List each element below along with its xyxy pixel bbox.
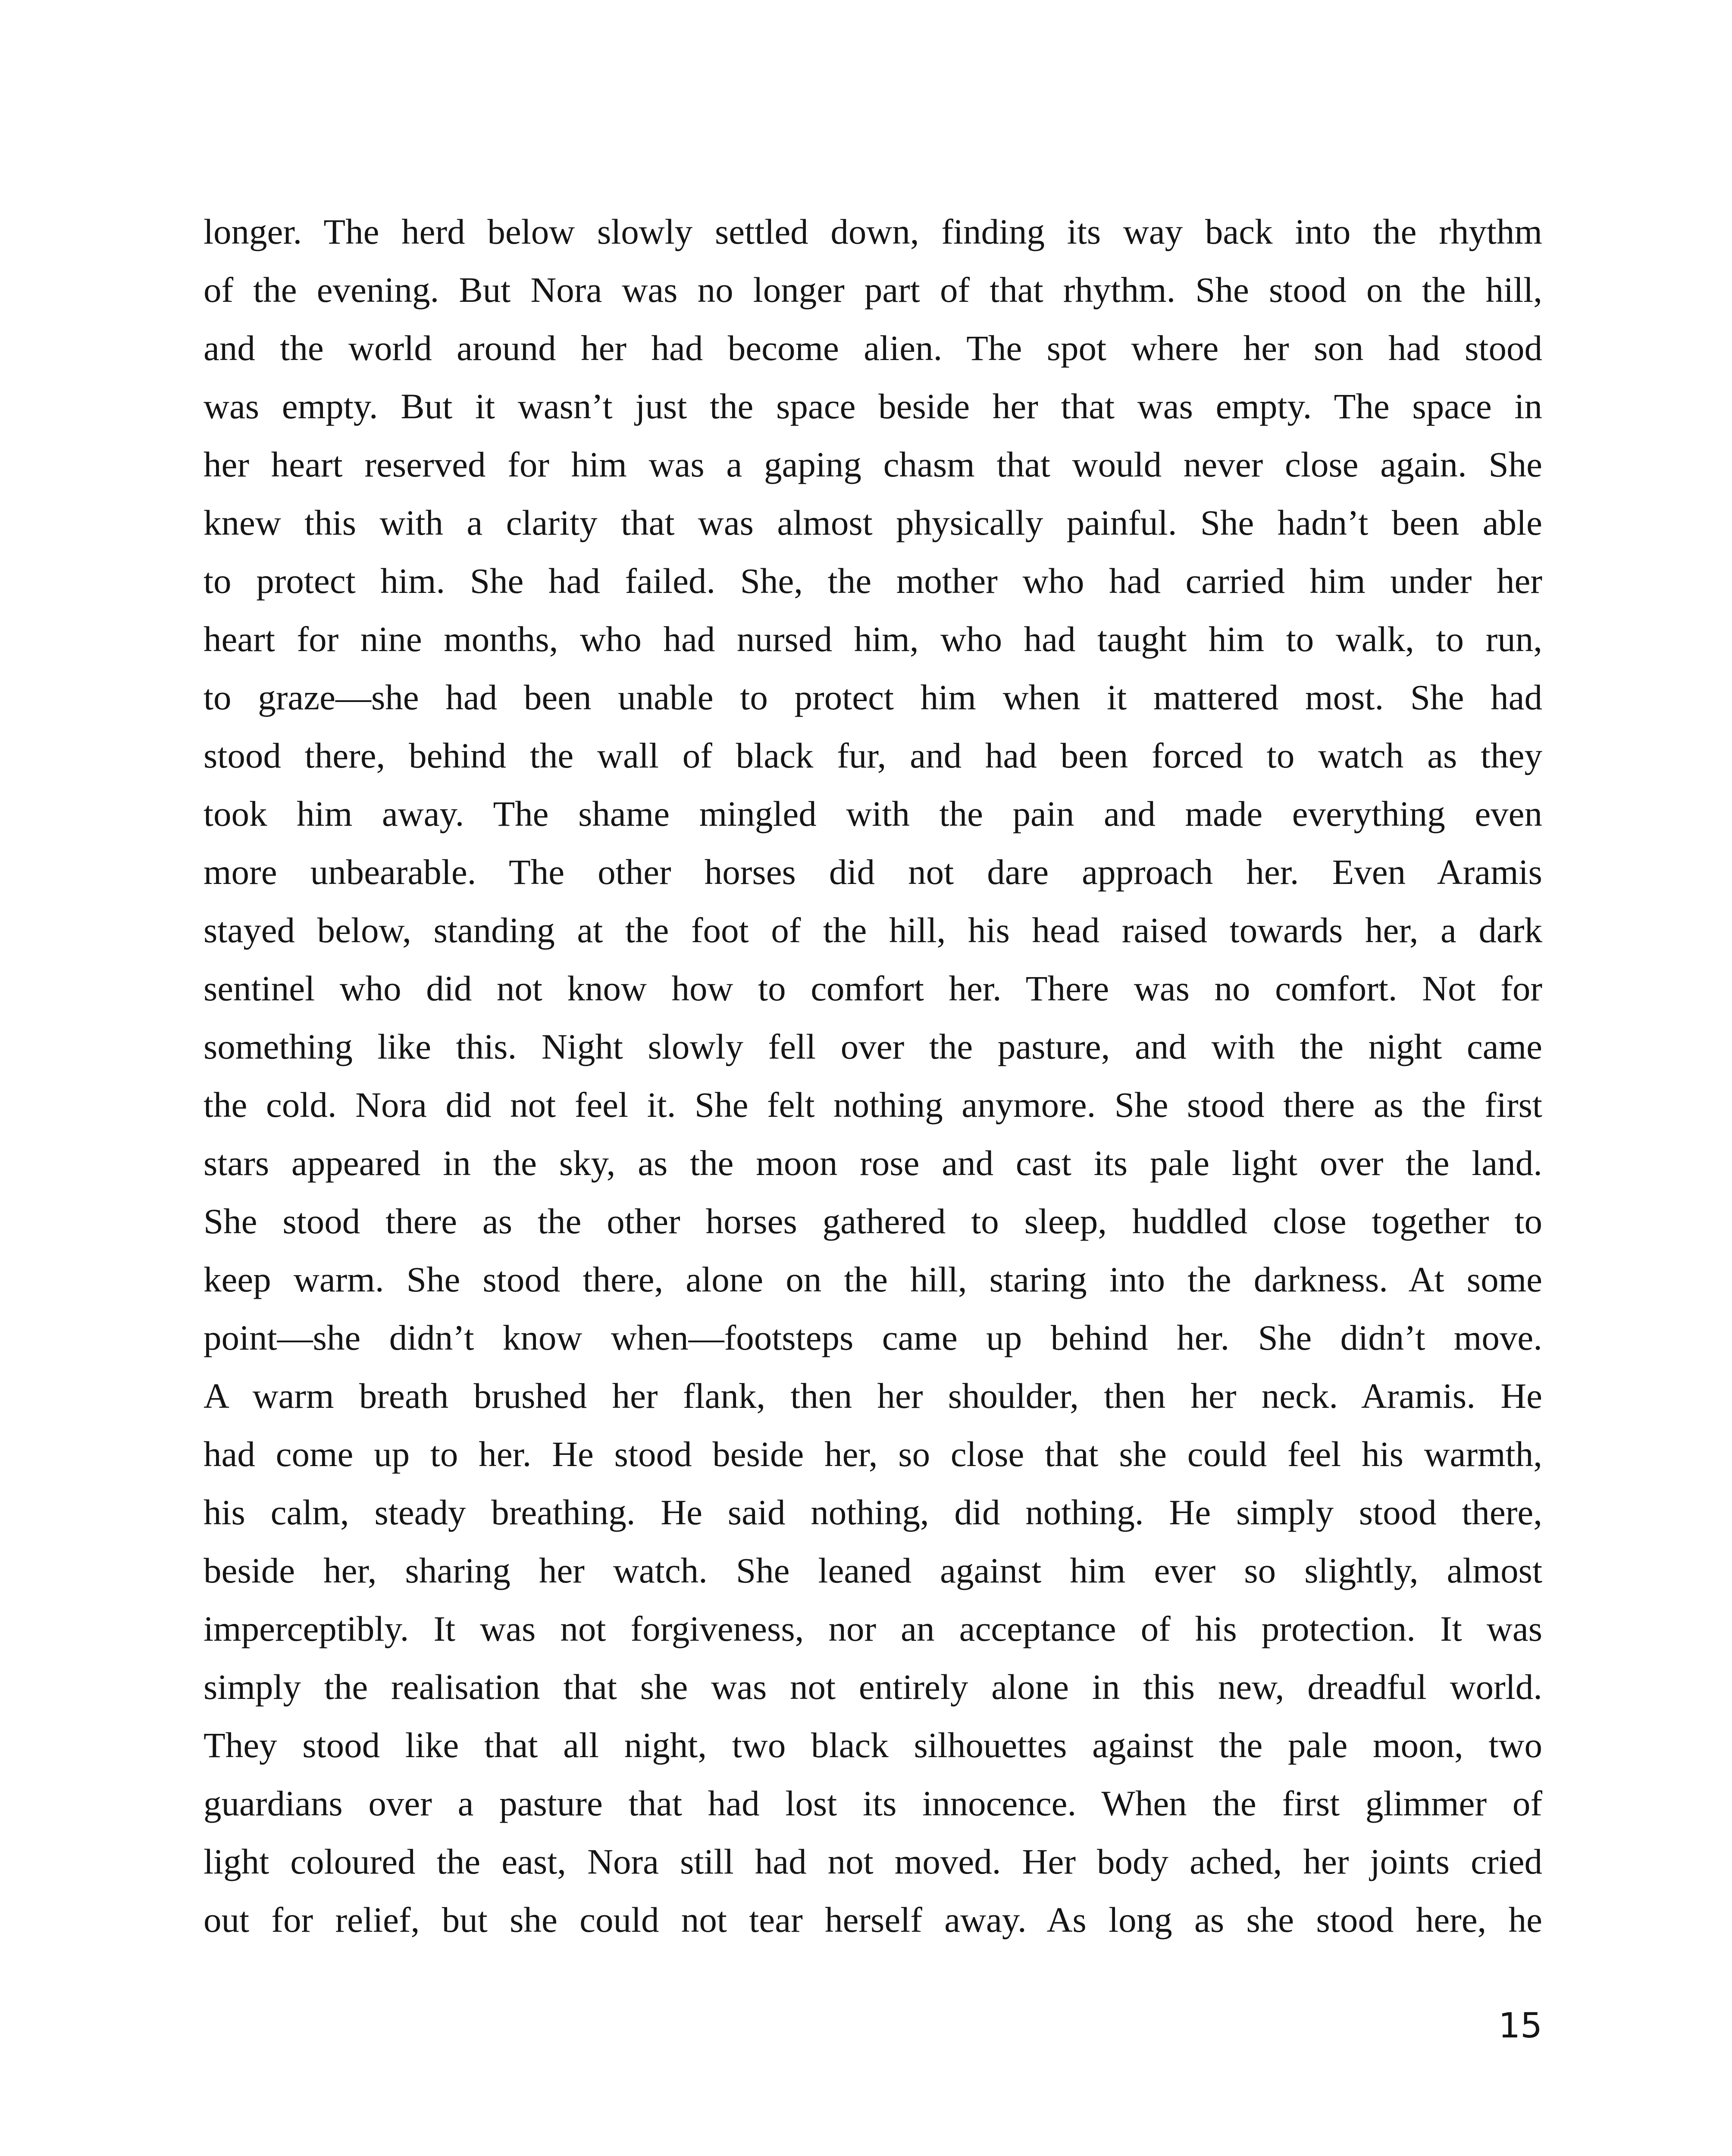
text-line-24: beside her, sharing her watch. She leaned against him ever so slightly, almost xyxy=(204,1551,1542,1590)
text-line-16: the cold. Nora did not feel it. She felt nothing anymore. She stood there as the first xyxy=(204,1085,1542,1125)
text-line-2: of the evening. But Nora was no longer part of that rhythm. She stood on the hill, xyxy=(204,270,1542,310)
text-line-4: was empty. But it wasn’t just the space beside her that was empty. The space in xyxy=(204,386,1542,426)
text-line-9: to graze—she had been unable to protect him when it mattered most. She had xyxy=(204,677,1542,717)
text-line-29: light coloured the east, Nora still had not moved. Her body ached, her joints cried xyxy=(204,1842,1542,1881)
text-line-11: took him away. The shame mingled with the pain and made everything even xyxy=(204,794,1542,834)
page-number: 15 xyxy=(1498,2006,1542,2046)
text-line-21: A warm breath brushed her flank, then her shoulder, then her neck. Aramis. He xyxy=(204,1376,1542,1416)
text-line-20: point—she didn’t know when—footsteps came up behind her. She didn’t move. xyxy=(204,1318,1542,1357)
text-line-15: something like this. Night slowly fell over the pasture, and with the night came xyxy=(204,1027,1542,1066)
text-line-18: She stood there as the other horses gathered to sleep, huddled close together to xyxy=(204,1201,1542,1241)
text-line-13: stayed below, standing at the foot of the hill, his head raised towards her, a dark xyxy=(204,910,1542,950)
text-line-25: imperceptibly. It was not forgiveness, nor an acceptance of his protection. It was xyxy=(204,1609,1542,1648)
text-line-6: knew this with a clarity that was almost physically painful. She hadn’t been able xyxy=(204,503,1542,542)
body-text xyxy=(204,203,1542,1949)
text-line-1: longer. The herd below slowly settled down, finding its way back into the rhythm xyxy=(204,212,1542,251)
text-line-3: and the world around her had become alien. The spot where her son had stood xyxy=(204,328,1542,368)
text-line-22: had come up to her. He stood beside her, so close that she could feel his warmth, xyxy=(204,1434,1542,1474)
text-line-23: his calm, steady breathing. He said nothing, did nothing. He simply stood there, xyxy=(204,1492,1542,1532)
text-line-28: guardians over a pasture that had lost its innocence. When the first glimmer of xyxy=(204,1783,1542,1823)
text-line-26: simply the realisation that she was not entirely alone in this new, dreadful world. xyxy=(204,1667,1542,1707)
text-line-17: stars appeared in the sky, as the moon rose and cast its pale light over the land. xyxy=(204,1143,1542,1183)
text-line-10: stood there, behind the wall of black fur, and had been forced to watch as they xyxy=(204,736,1542,775)
text-line-7: to protect him. She had failed. She, the mother who had carried him under her xyxy=(204,561,1542,601)
text-line-30: out for relief, but she could not tear herself away. As long as she stood here, he xyxy=(204,1900,1542,1940)
text-line-27: They stood like that all night, two black silhouettes against the pale moon, two xyxy=(204,1725,1542,1765)
text-line-12: more unbearable. The other horses did not dare approach her. Even Aramis xyxy=(204,852,1542,892)
text-line-8: heart for nine months, who had nursed him, who had taught him to walk, to run, xyxy=(204,619,1542,659)
text-line-19: keep warm. She stood there, alone on the hill, staring into the darkness. At some xyxy=(204,1260,1542,1299)
text-line-14: sentinel who did not know how to comfort her. There was no comfort. Not for xyxy=(204,968,1542,1008)
text-line-5: her heart reserved for him was a gaping chasm that would never close again. She xyxy=(204,445,1542,484)
